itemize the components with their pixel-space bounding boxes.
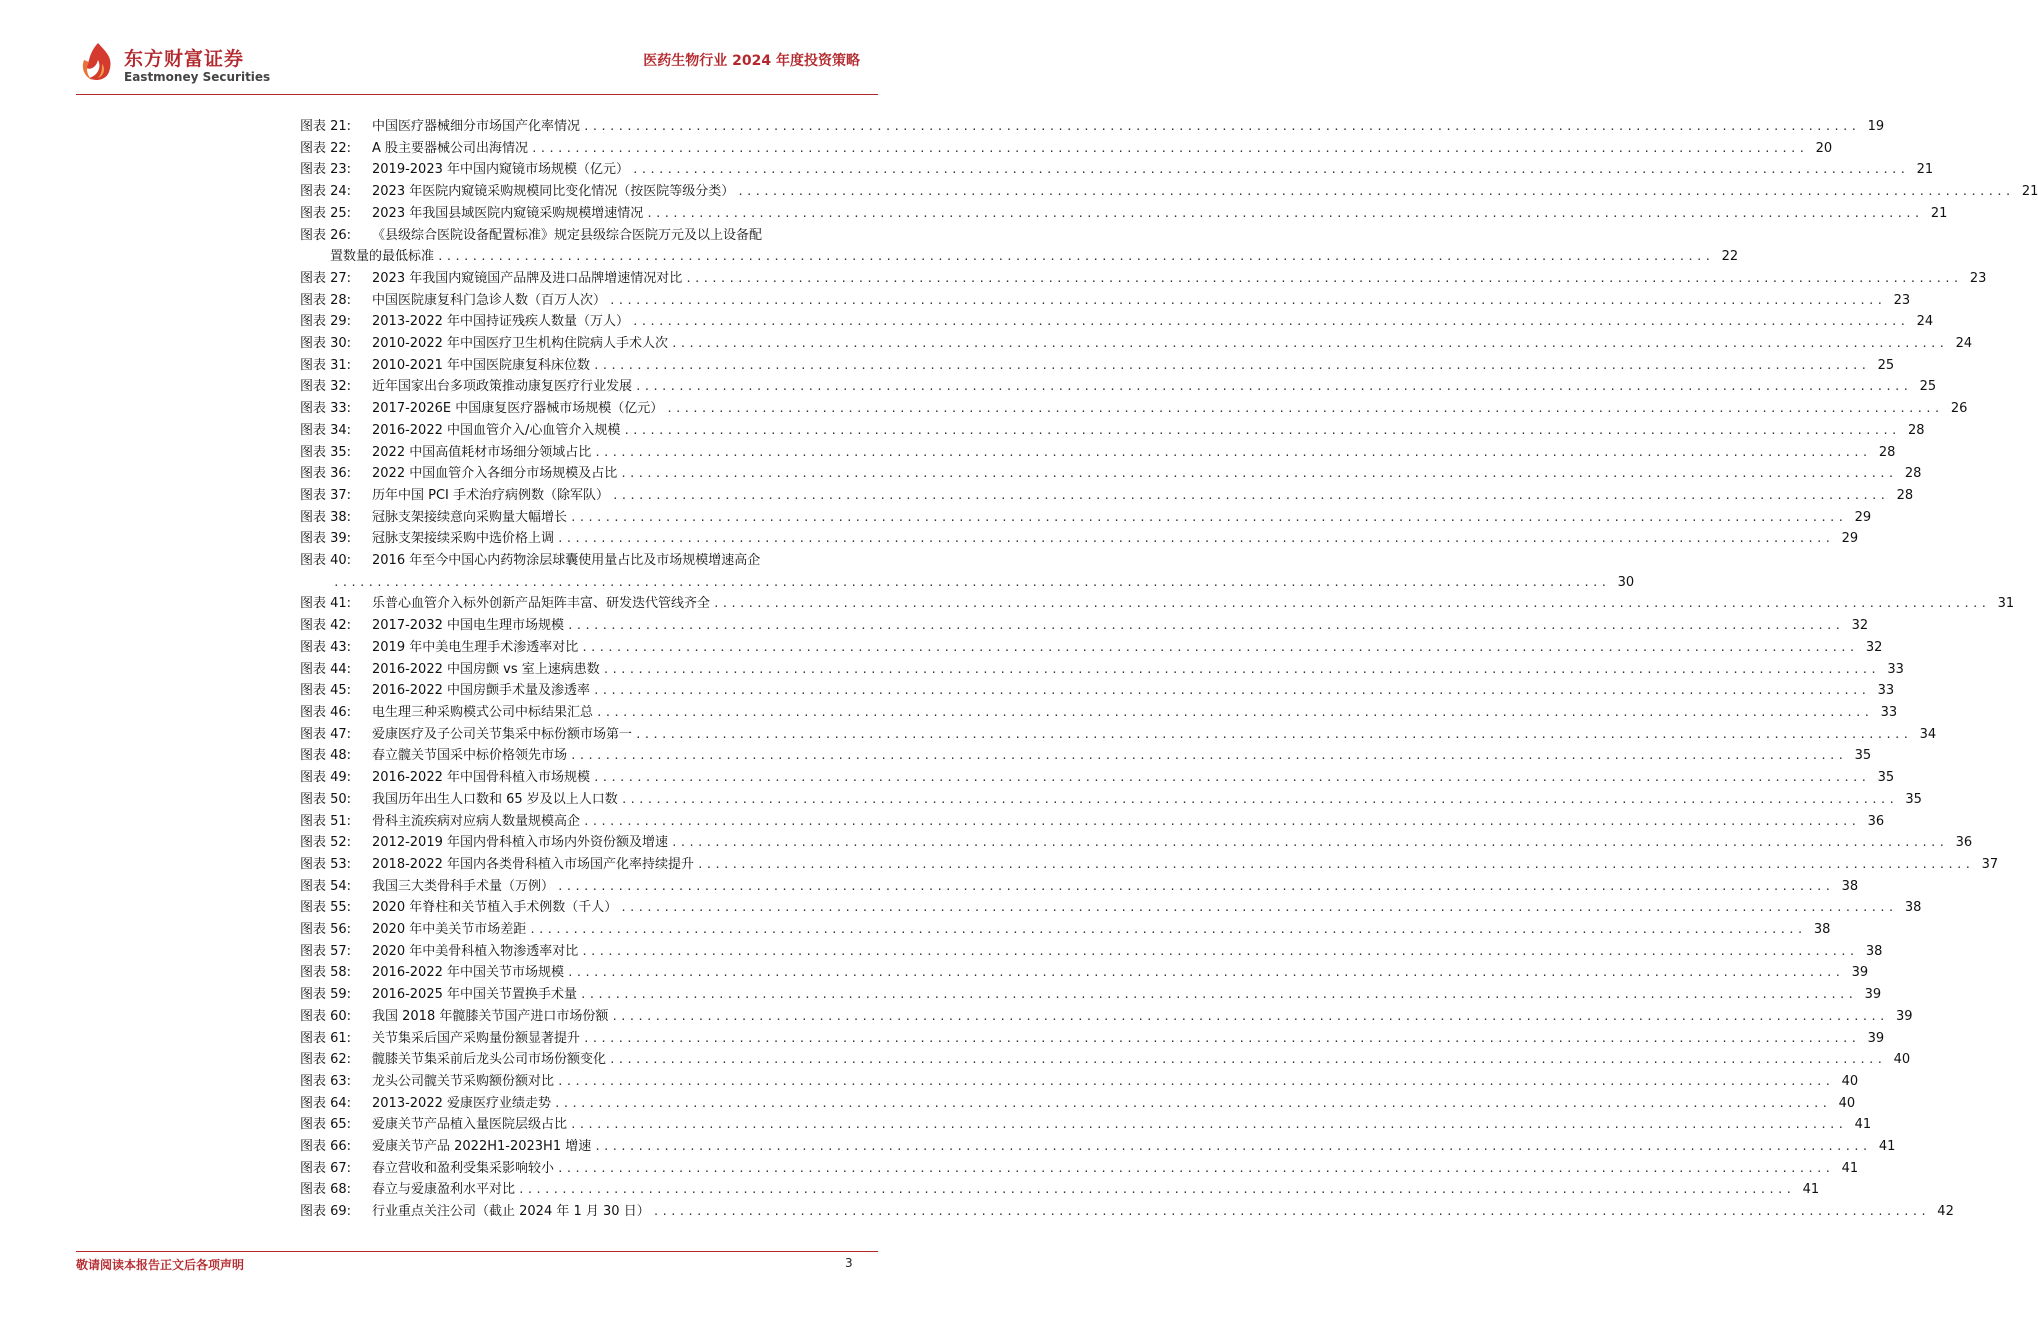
toc-leader-dots [529,919,1805,941]
toc-entry[interactable] [300,355,1895,377]
toc-leader-dots [580,984,1856,1006]
brand-logo [76,40,276,90]
toc-entry[interactable] [300,485,1914,507]
toc-entry[interactable] [300,225,1739,268]
toc-entry-label: 图表 58: [300,965,352,981]
toc-leader-dots [557,528,1833,550]
toc-entry-title: 爱康关节产品 2022H1-2023H1 增速 [372,1139,592,1155]
toc-entry-title: 2020 年中美骨科植入物渗透率对比 [372,943,579,959]
toc-entry-label: 图表 50: [300,791,352,807]
toc-entry-page: 41 [1878,1139,1896,1155]
page-number: 3 [845,1256,853,1270]
toc-entry-title: 2012-2019 年国内骨科植入市场内外资份额及增速 [372,835,668,851]
toc-entry-label: 图表 51: [300,813,352,829]
toc-entry-page: 35 [1854,748,1872,764]
toc-entry-label: 图表 26: [300,227,352,243]
toc-entry-page: 37 [1981,856,1999,872]
toc-entry[interactable] [300,181,2038,203]
toc-entry-label: 图表 59: [300,987,352,1003]
toc-entry-label: 图表 67: [300,1160,352,1176]
toc-entry[interactable] [300,138,1833,160]
toc-entry-page: 21 [2021,184,2038,200]
toc-entry-label: 图表 61: [300,1030,352,1046]
toc-entry-title: 我国历年出生人口数和 65 岁及以上人口数 [372,791,618,807]
toc-entry-label: 图表 48: [300,748,352,764]
toc-leader-dots [623,420,1899,442]
toc-leader-dots [567,615,1843,637]
toc-entry-label: 图表 65: [300,1117,352,1133]
toc-leader-dots [635,724,1911,746]
toc-entry-title: 2013-2022 年中国持证残疾人数量（万人） [372,314,629,330]
toc-leader-dots [671,333,1947,355]
toc-entry-label: 图表 68: [300,1182,352,1198]
toc-entry[interactable] [300,333,1973,355]
toc-entry[interactable] [300,637,1883,659]
toc-entry-title: 2016-2022 中国血管介入/心血管介入规模 [372,422,621,438]
brand-name-en: Eastmoney Securities [124,70,271,84]
toc-entry-page: 33 [1880,704,1898,720]
toc-entry-label: 图表 35: [300,444,352,460]
toc-entry-label: 图表 54: [300,878,352,894]
toc-leader-dots [583,811,1859,833]
toc-leader-dots [333,572,1609,594]
toc-leader-dots [632,159,1908,181]
toc-entry-label: 图表 33: [300,401,352,417]
toc-entry-title: 冠脉支架接续意向采购量大幅增长 [372,509,568,525]
toc-entry-title: 2023 年我国县域医院内窥镜采购规模增速情况 [372,205,644,221]
toc-entry-label: 图表 60: [300,1008,352,1024]
toc-entry[interactable] [300,528,1859,550]
toc-entry-title: 春立髋关节国采中标价格领先市场 [372,748,568,764]
toc-entry[interactable] [300,615,1869,637]
toc-entry[interactable] [300,941,1883,963]
toc-entry[interactable] [300,659,1904,681]
toc-entry[interactable] [300,984,1882,1006]
toc-entry-page: 29 [1841,531,1859,547]
page-header [0,0,950,100]
toc-entry-page: 39 [1867,1030,1885,1046]
toc-entry-page: 26 [1950,401,1968,417]
toc-leader-dots [570,507,1846,529]
toc-leader-dots [609,1049,1885,1071]
toc-entry-label: 图表 30: [300,336,352,352]
toc-entry-page: 24 [1955,336,1973,352]
toc-leader-dots [646,203,1922,225]
toc-entry[interactable] [300,789,1922,811]
toc-entry-page: 35 [1877,770,1895,786]
toc-entry-title: 我国 2018 年髋膝关节国产进口市场份额 [372,1008,609,1024]
toc-entry[interactable] [300,376,1937,398]
toc-entry-label: 图表 62: [300,1052,352,1068]
toc-entry-page: 31 [1997,596,2015,612]
toc-entry-page: 21 [1916,162,1934,178]
toc-entry[interactable] [300,398,1968,420]
toc-entry-title: 2019 年中美电生理手术渗透率对比 [372,639,579,655]
toc-entry[interactable] [300,832,1973,854]
toc-entry[interactable] [300,593,2015,615]
footer-divider [76,1251,878,1252]
toc-entry-title: 2022 中国血管介入各细分市场规模及占比 [372,466,618,482]
toc-entry-title: 2016-2025 年中国关节置换手术量 [372,987,577,1003]
toc-entry-label: 图表 38: [300,509,352,525]
toc-entry[interactable] [300,1201,1954,1223]
table-of-figures [300,116,2038,1223]
toc-entry-title: 2013-2022 爱康医疗业绩走势 [372,1095,551,1111]
toc-leader-dots [567,962,1843,984]
toc-entry-label: 图表 43: [300,639,352,655]
toc-entry[interactable] [300,442,1896,464]
toc-entry-title: 2020 年中美关节市场差距 [372,922,527,938]
toc-leader-dots [609,290,1885,312]
toc-entry-page: 39 [1851,965,1869,981]
toc-leader-dots [557,1158,1833,1180]
toc-entry[interactable] [300,962,1869,984]
toc-entry-page: 24 [1916,314,1934,330]
toc-entry-page: 28 [1896,487,1914,503]
toc-entry-page: 35 [1905,791,1922,807]
toc-entry[interactable] [300,1006,1913,1028]
toc-entry-title: 中国医疗器械细分市场国产化率情况 [372,119,581,134]
toc-entry-title: 2016-2022 中国房颤 vs 室上速病患数 [372,661,600,677]
toc-leader-dots [437,246,1713,268]
toc-entry-page: 41 [1841,1160,1859,1176]
toc-leader-dots [581,637,1857,659]
toc-entry-title: 2020 年脊柱和关节植入手术例数（千人） [372,900,618,916]
toc-entry-page: 38 [1813,922,1831,938]
toc-leader-dots [518,1179,1794,1201]
toc-entry[interactable] [300,854,1999,876]
disclaimer-note: 敬请阅读本报告正文后各项声明 [76,1258,245,1272]
toc-entry-page: 25 [1919,379,1937,395]
toc-leader-dots [603,659,1879,681]
toc-entry[interactable] [300,290,1911,312]
toc-entry-label: 图表 47: [300,726,352,742]
toc-leader-dots [632,311,1908,333]
toc-entry-label: 图表 23: [300,162,352,178]
toc-entry[interactable] [300,1136,1896,1158]
toc-entry-title: 龙头公司髋关节采购额份额对比 [372,1073,555,1089]
toc-entry[interactable] [300,203,1948,225]
toc-entry[interactable] [300,1071,1859,1093]
toc-entry-page: 38 [1904,900,1922,916]
toc-entry-title: 2019-2023 年中国内窥镜市场规模（亿元） [372,162,629,178]
toc-entry-label: 图表 32: [300,379,352,395]
toc-entry-page: 39 [1864,987,1882,1003]
toc-entry-label: 图表 27: [300,270,352,286]
toc-entry-title: 骨科主流疾病对应病人数量规模高企 [372,813,581,829]
toc-entry[interactable] [300,680,1895,702]
toc-entry-title: 2023 年医院内窥镜采购规模同比变化情况（按医院等级分类） [372,184,735,200]
toc-entry-page: 23 [1893,292,1911,308]
toc-leader-dots [557,1071,1833,1093]
toc-entry-title: 中国医院康复科门急诊人数（百万人次） [372,292,607,308]
toc-leader-dots [531,138,1807,160]
toc-entry-title: 我国三大类骨科手术量（万例） [372,878,555,894]
toc-leader-dots [620,463,1896,485]
toc-entry-label: 图表 45: [300,683,352,699]
brand-name-cn: 东方财富证券 [124,48,245,70]
toc-entry-label: 图表 42: [300,618,352,634]
toc-entry-label: 图表 41: [300,596,352,612]
toc-entry-title: 近年国家出台多项政策推动康复医疗行业发展 [372,379,633,395]
toc-entry-title-continued: 置数量的最低标准 [330,249,435,265]
toc-entry-page: 20 [1815,140,1833,156]
toc-entry-label: 图表 46: [300,704,352,720]
toc-leader-dots [583,1028,1859,1050]
toc-entry-label: 图表 39: [300,531,352,547]
toc-entry-label: 图表 64: [300,1095,352,1111]
toc-entry-title: 2016-2022 年中国关节市场规模 [372,965,564,981]
toc-entry-label: 图表 29: [300,314,352,330]
toc-entry-page: 38 [1865,943,1883,959]
toc-entry[interactable] [300,811,1885,833]
toc-entry-page: 36 [1955,835,1973,851]
toc-entry[interactable] [300,897,1922,919]
toc-leader-dots [611,1006,1887,1028]
toc-leader-dots [554,1093,1830,1115]
toc-leader-dots [653,1201,1929,1223]
toc-entry-title: 2017-2026E 中国康复医疗器械市场规模（亿元） [372,401,664,417]
toc-leader-dots [593,680,1869,702]
toc-entry[interactable] [300,1114,1872,1136]
toc-entry-label: 图表 21: [300,119,352,134]
toc-entry[interactable] [300,724,1937,746]
toc-entry[interactable] [300,420,1925,442]
toc-entry[interactable] [300,463,1922,485]
toc-entry-label: 图表 24: [300,184,352,200]
toc-entry-title: 2023 年我国内窥镜国产品牌及进口品牌增速情况对比 [372,270,683,286]
toc-leader-dots [594,1136,1870,1158]
toc-entry-title: 冠脉支架接续采购中选价格上调 [372,531,555,547]
toc-entry-page: 40 [1893,1052,1911,1068]
toc-leader-dots [697,854,1973,876]
toc-entry-title: 电生理三种采购模式公司中标结果汇总 [372,704,594,720]
toc-entry-label: 图表 49: [300,770,352,786]
toc-entry[interactable] [300,1093,1856,1115]
toc-entry-title: 历年中国 PCI 手术治疗病例数（除军队） [372,487,610,503]
toc-entry-label: 图表 34: [300,422,352,438]
toc-entry-page: 33 [1887,661,1904,677]
toc-entry-page: 40 [1841,1073,1859,1089]
toc-entry-title: A 股主要器械公司出海情况 [372,140,529,156]
toc-entry-label: 图表 57: [300,943,352,959]
toc-entry[interactable] [300,1028,1885,1050]
toc-entry-title: 2010-2021 年中国医院康复科床位数 [372,357,590,373]
toc-entry[interactable] [300,1179,1820,1201]
toc-entry-page: 33 [1877,683,1895,699]
toc-leader-dots [596,702,1872,724]
toc-entry-label: 图表 63: [300,1073,352,1089]
toc-entry[interactable] [300,116,1885,138]
toc-entry-page: 28 [1907,422,1925,438]
toc-entry-label: 图表 66: [300,1139,352,1155]
toc-entry-page: 30 [1617,574,1635,590]
toc-entry[interactable] [300,1158,1859,1180]
toc-entry[interactable] [300,268,1987,290]
toc-leader-dots [594,442,1870,464]
toc-entry-label: 图表 56: [300,922,352,938]
toc-entry-page: 28 [1904,466,1922,482]
toc-entry-page: 32 [1851,618,1869,634]
toc-entry-page: 25 [1877,357,1895,373]
toc-entry-title: 2016-2022 年中国骨科植入市场规模 [372,770,590,786]
toc-entry-title: 2010-2022 年中国医疗卫生机构住院病人手术人次 [372,336,668,352]
toc-entry[interactable] [300,767,1895,789]
toc-entry-label: 图表 40: [300,553,352,569]
toc-entry[interactable] [300,1049,1911,1071]
toc-entry-page: 23 [1969,270,1987,286]
toc-entry-label: 图表 53: [300,856,352,872]
toc-entry-page: 28 [1878,444,1896,460]
toc-entry-label: 图表 52: [300,835,352,851]
toc-entry-title: 爱康医疗及子公司关节集采中标份额市场第一 [372,726,633,742]
toc-entry-label: 图表 55: [300,900,352,916]
toc-leader-dots [581,941,1857,963]
header-divider [76,94,878,95]
toc-entry-title: 爱康关节产品植入量医院层级占比 [372,1117,568,1133]
toc-entry-title: 2017-2032 中国电生理市场规模 [372,618,564,634]
toc-leader-dots [713,593,1989,615]
flame-logo-icon [76,40,120,84]
toc-entry-title: 2022 中国高值耗材市场细分领域占比 [372,444,592,460]
toc-entry-label: 图表 22: [300,140,352,156]
toc-leader-dots [570,1114,1846,1136]
toc-entry-label: 图表 69: [300,1204,352,1220]
toc-leader-dots [612,485,1888,507]
toc-leader-dots [737,181,2013,203]
toc-leader-dots [635,376,1911,398]
toc-entry[interactable] [300,876,1859,898]
toc-entry[interactable] [300,745,1872,767]
toc-entry-title: 《县级综合医院设备配置标准》规定县级综合医院万元及以上设备配 [372,227,763,243]
toc-entry-title: 春立营收和盈利受集采影响较小 [372,1160,555,1176]
toc-entry-title: 春立与爱康盈利水平对比 [372,1182,516,1198]
toc-entry-page: 19 [1867,119,1885,134]
toc-entry-label: 图表 37: [300,487,352,503]
toc-entry-page: 22 [1721,249,1739,265]
report-title: 医药生物行业 2024 年度投资策略 [643,53,860,69]
toc-entry[interactable] [300,550,1635,593]
toc-leader-dots [593,355,1869,377]
toc-leader-dots [593,767,1869,789]
toc-entry-title: 髋膝关节集采前后龙头公司市场份额变化 [372,1052,607,1068]
toc-leader-dots [570,745,1846,767]
toc-entry-title: 关节集采后国产采购量份额显著提升 [372,1030,581,1046]
toc-leader-dots [620,897,1896,919]
toc-leader-dots [583,116,1859,138]
toc-leader-dots [671,832,1947,854]
toc-entry-label: 图表 31: [300,357,352,373]
toc-entry-label: 图表 28: [300,292,352,308]
toc-leader-dots [557,876,1833,898]
toc-entry-title: 行业重点关注公司（截止 2024 年 1 月 30 日） [372,1204,650,1220]
toc-entry[interactable] [300,159,1934,181]
toc-entry-page: 29 [1854,509,1872,525]
toc-entry[interactable] [300,507,1872,529]
toc-entry-title: 2016 年至今中国心内药物涂层球囊使用量占比及市场规模增速高企 [372,553,761,569]
toc-entry[interactable] [300,311,1934,333]
toc-entry-page: 34 [1919,726,1937,742]
toc-entry-page: 41 [1854,1117,1872,1133]
toc-entry-page: 41 [1802,1182,1820,1198]
toc-entry-title: 2018-2022 年国内各类骨科植入市场国产化率持续提升 [372,856,694,872]
toc-entry-title: 乐普心血管介入标外创新产品矩阵丰富、研发迭代管线齐全 [372,596,711,612]
toc-entry-page: 21 [1930,205,1948,221]
toc-leader-dots [685,268,1961,290]
toc-entry[interactable] [300,702,1898,724]
toc-entry-label: 图表 36: [300,466,352,482]
toc-entry-page: 36 [1867,813,1885,829]
toc-entry-label: 图表 25: [300,205,352,221]
toc-entry-page: 38 [1841,878,1859,894]
toc-leader-dots [666,398,1942,420]
toc-entry-label: 图表 44: [300,661,352,677]
toc-leader-dots [621,789,1897,811]
toc-entry-page: 32 [1865,639,1883,655]
toc-entry-page: 40 [1838,1095,1856,1111]
toc-entry[interactable] [300,919,1831,941]
toc-entry-page: 39 [1895,1008,1913,1024]
toc-entry-page: 42 [1937,1204,1954,1220]
toc-entry-title: 2016-2022 中国房颤手术量及渗透率 [372,683,590,699]
